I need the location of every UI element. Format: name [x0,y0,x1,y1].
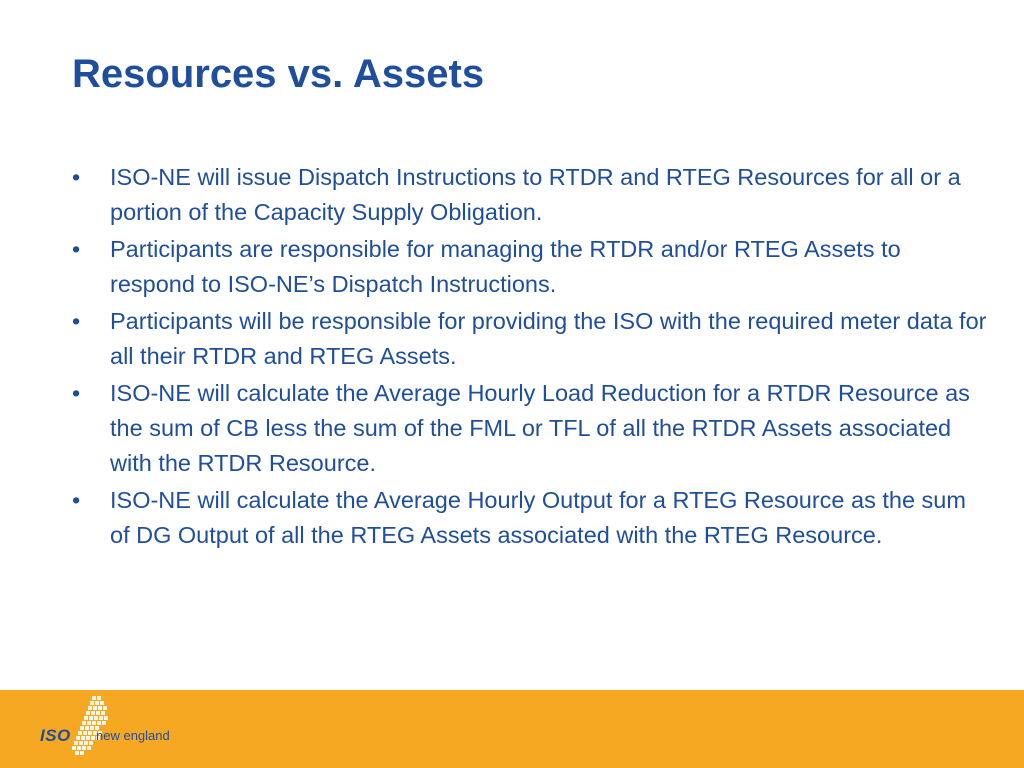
slide-title: Resources vs. Assets [72,52,485,96]
bullet-item [72,160,992,230]
footer-bar [0,690,1024,768]
bullet-icon: • [72,308,81,334]
bullet-icon: • [72,236,81,262]
bullet-item [72,483,992,553]
bullet-text: Participants are responsible for managing the RTDR and/or RTEG Assets to respond to ISO-NE’s Dispatch Instructions. [110,236,901,297]
bullet-icon: • [72,487,81,513]
bullet-icon: • [72,164,81,190]
logo-iso-text: ISO [40,726,71,745]
bullet-text: ISO-NE will calculate the Average Hourly Output for a RTEG Resource as the sum of DG Output of all the RTEG Assets associated with the RTEG Resource. [110,487,966,548]
new-england-map-icon [70,694,118,760]
bullet-item [72,232,992,302]
bullet-item [72,376,992,481]
logo-region-text: new england [96,728,170,743]
iso-new-england-logo [40,692,200,762]
bullet-item [72,304,992,374]
bullet-text: Participants will be responsible for providing the ISO with the required meter data for all their RTDR and RTEG Assets. [110,308,987,369]
bullet-list [72,160,992,555]
bullet-text: ISO-NE will calculate the Average Hourly Load Reduction for a RTDR Resource as the sum of CB less the sum of the FML or TFL of all the RTDR Assets associated with the RTDR Resource. [110,380,970,476]
bullet-text: ISO-NE will issue Dispatch Instructions to RTDR and RTEG Resources for all or a portion of the Capacity Supply Obligation. [110,164,961,225]
bullet-icon: • [72,380,81,406]
